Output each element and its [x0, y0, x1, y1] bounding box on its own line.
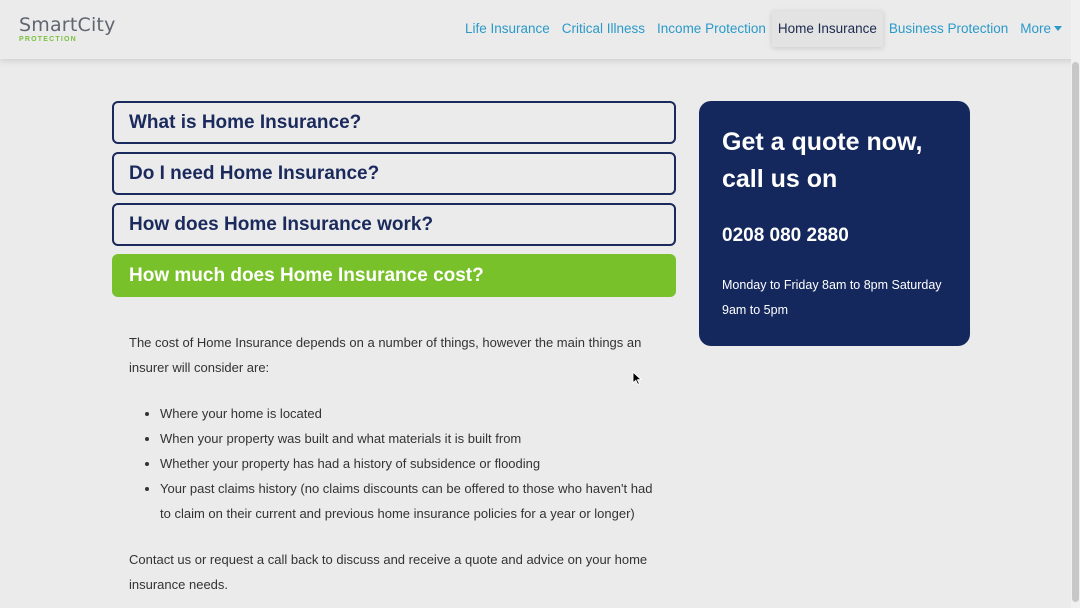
scrollbar[interactable] [1071, 0, 1080, 608]
cost-factors-list [160, 401, 664, 526]
outro-paragraph: Contact us or request a call back to discuss and receive a quote and advice on your home insurance needs. [129, 552, 648, 592]
nav-item-business-protection[interactable]: Business Protection [888, 21, 1009, 36]
accordion-title: What is Home Insurance? [129, 112, 362, 133]
quote-title: Get a quote now, call us on [722, 128, 923, 193]
phone-number-link[interactable]: 0208 080 2880 [722, 225, 849, 246]
list-item: • Where your home is located [160, 401, 664, 426]
logo[interactable] [19, 14, 116, 44]
nav-more-label: More [1020, 21, 1051, 36]
mouse-cursor-icon [632, 371, 642, 385]
nav-item-critical-illness[interactable]: Critical Illness [561, 21, 646, 36]
accordion-title: Do I need Home Insurance? [129, 163, 380, 184]
accordion-what-is-home-insurance[interactable] [112, 101, 676, 144]
intro-paragraph: The cost of Home Insurance depends on a number of things, however the main things an insurer will consider are: [129, 335, 642, 375]
site-header [0, 0, 1080, 59]
list-item: • When your property was built and what materials it is built from [160, 426, 664, 451]
list-item: • Your past claims history (no claims discounts can be offered to those who haven't had to claim on their current and previous home insurance policies for a year or longer) [160, 476, 664, 526]
accordion-how-does-home-insurance-work[interactable] [112, 203, 676, 246]
accordion-panel-content [129, 330, 664, 608]
nav-item-more[interactable] [1014, 11, 1068, 47]
nav-item-income-protection[interactable]: Income Protection [657, 21, 766, 36]
logo-tagline: PROTECTION [19, 36, 77, 43]
quote-box [699, 101, 970, 346]
scrollbar-thumb[interactable] [1072, 62, 1079, 602]
nav-item-home-insurance[interactable]: Home Insurance [772, 11, 883, 47]
accordion-do-i-need-home-insurance[interactable] [112, 152, 676, 195]
accordion-title: How much does Home Insurance cost? [129, 265, 484, 286]
opening-hours: Monday to Friday 8am to 8pm Saturday 9am to 5pm [722, 278, 942, 317]
nav-item-life-insurance[interactable]: Life Insurance [464, 21, 550, 36]
accordion-title: How does Home Insurance work? [129, 214, 434, 235]
caret-down-icon [1054, 26, 1062, 31]
list-item: • Whether your property has had a history of subsidence or flooding [160, 451, 664, 476]
main-nav [459, 11, 1068, 47]
logo-name: SmartCity [19, 14, 116, 36]
accordion-how-much-does-home-insurance-cost[interactable] [112, 254, 676, 297]
